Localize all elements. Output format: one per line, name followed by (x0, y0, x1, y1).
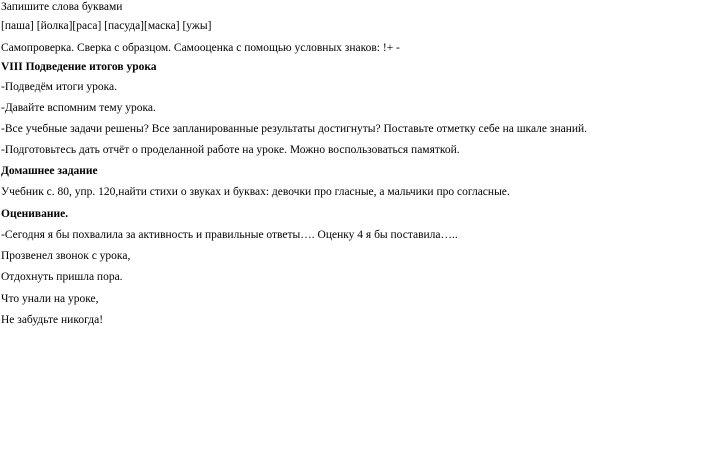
assessment-text: -Сегодня я бы похвалила за активность и правильные ответы…. Оценку 4 я бы поставила….. (1, 229, 458, 241)
task-instruction: Запишите слова буквами (1, 1, 123, 13)
summary-line: -Подведём итоги урока. (1, 81, 117, 93)
summary-line: -Все учебные задачи решены? Все запланированные результаты достигнуты? Поставьте отметку себе на шкале знаний. (1, 123, 588, 135)
poem-line: Прозвенел звонок с урока, (1, 250, 131, 262)
section-heading-assessment: Оценивание. (1, 208, 69, 220)
poem-line: Не забудьте никогда! (1, 314, 104, 326)
poem-line: Отдохнуть пришла пора. (1, 271, 123, 283)
summary-line: -Давайте вспомним тему урока. (1, 102, 156, 114)
homework-text: Учебник с. 80, упр. 120,найти стихи о звуках и буквах: девочки про гласные, а мальчики про согласные. (1, 186, 510, 198)
transcription-words: [паша] [йолка][раса] [пасуда][маска] [ужы] (1, 20, 212, 32)
self-check-text: Самопроверка. Сверка с образцом. Самооценка с помощью условных знаков: !+ - (1, 42, 400, 54)
poem-line: Что унали на уроке, (1, 293, 99, 305)
section-heading-homework: Домашнее задание (1, 165, 98, 177)
summary-line: -Подготовьтесь дать отчёт о проделанной работе на уроке. Можно воспользоваться памяткой. (1, 144, 460, 156)
section-heading-summary: VIII Подведение итогов урока (1, 61, 157, 73)
